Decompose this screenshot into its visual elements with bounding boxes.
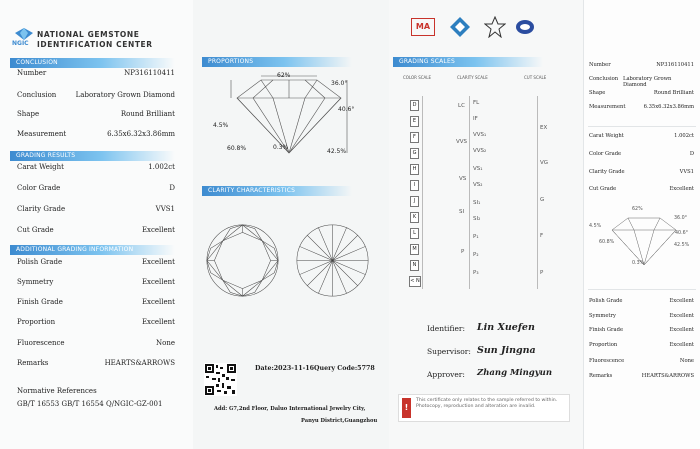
query-code: Query Code:5778 [314,365,375,372]
stub-label: Carat Weight [589,133,624,139]
clarity-grade: P₃ [473,270,479,276]
stub-prop-pavilion-depth: 42.5% [674,243,690,248]
cut-grade: G [540,197,545,203]
row-label: Carat Weight [17,163,64,171]
stub-row [589,313,694,319]
stub-prop-culet: 0.3% [632,261,645,266]
stub-row [589,169,694,175]
stub-row [589,342,694,348]
accreditation-cnas-icon [449,16,471,38]
clarity-scale-line [469,96,470,289]
stub-row [589,151,694,157]
row-value: Excellent [141,258,175,266]
color-scale-line [422,96,423,289]
stub-row [589,358,694,364]
grading-results-header: GRADING RESULTS [10,151,175,161]
approver-signature: Zhang Mingyun [477,368,553,378]
divider [588,289,696,290]
row-value: Excellent [141,298,175,306]
stub-value: Excellent [669,186,694,192]
stub-label: Fluorescence [589,358,625,364]
row-value: Round Brilliant [120,110,175,118]
stub-value: 6.35x6.32x3.86mm [643,104,694,110]
stub-label: Clarity Grade [589,169,625,175]
left-panel [0,0,193,449]
scales-panel [389,0,583,449]
stub-label: Shape [589,90,606,96]
row-value: Excellent [141,226,175,234]
clarity-header: CLARITY CHARACTERISTICS [202,186,352,196]
row-label: Conclusion [17,91,57,99]
stub-value: None [679,358,694,364]
row-label: Finish Grade [17,298,63,306]
cut-grade: F [540,233,544,239]
stub-label: Polish Grade [589,298,623,304]
color-grade: G [410,148,419,159]
color-grade: H [410,164,419,175]
org-name-line2: IDENTIFICATION CENTER [37,40,153,49]
row-value: HEARTS&ARROWS [104,359,175,367]
color-grade: E [410,116,419,127]
clarity-grade: IF [473,116,478,122]
row-symmetry [17,278,175,286]
color-grade: M [410,244,419,255]
row-cut [17,226,175,234]
stub-label: Proportion [589,342,618,348]
org-name-line1: NATIONAL GEMSTONE [37,30,140,39]
stub-row [589,62,694,68]
color-grade: I [410,180,419,191]
row-clarity [17,205,175,213]
cut-scale-line [537,96,538,289]
prop-crown-angle: 36.0° [331,80,348,87]
summary-stub [583,0,700,449]
row-label: Shape [17,110,40,118]
clarity-group: VS [459,176,467,182]
stub-prop-table: 62% [632,207,643,212]
row-label: Symmetry [17,278,54,286]
row-label: Measurement [17,130,67,138]
clarity-scale-head: CLARITY SCALE [457,75,488,80]
row-label: Proportion [17,318,56,326]
stub-label: Symmetry [589,313,616,319]
grading-scales-header: GRADING SCALES [393,57,543,67]
row-conclusion [17,91,175,99]
color-grade: N [410,260,419,271]
accreditation-iso-icon [515,17,535,37]
color-grade: F [410,132,419,143]
warning-icon: ! [402,398,411,418]
row-remarks [17,359,175,367]
clarity-grade: VVS₁ [473,132,487,138]
row-value: None [156,339,175,347]
stub-prop-total-depth: 60.8% [599,240,615,245]
cut-grade: EX [540,125,548,131]
cut-grade: VG [540,160,549,166]
row-polish [17,258,175,266]
row-label: Number [17,69,47,77]
row-value: VVS1 [155,205,175,213]
stub-row [589,104,694,110]
clarity-pavilion-diagram [295,223,370,298]
ngic-logo-icon [15,28,33,40]
clarity-grade: P₁ [473,234,479,240]
row-color [17,184,175,192]
stub-row [589,327,694,333]
stub-value: Excellent [669,298,694,304]
clarity-group: SI [459,209,465,215]
row-label: Color Grade [17,184,61,192]
clarity-grade: P₂ [473,252,479,258]
stub-value: Excellent [669,327,694,333]
prop-pavilion-angle: 40.6° [338,106,355,113]
middle-panel [193,0,389,449]
stub-prop-crown-angle: 36.0° [674,216,688,221]
color-grade: K [410,212,419,223]
row-label: Clarity Grade [17,205,66,213]
conclusion-header: CONCLUSION [10,58,175,68]
stub-value: Round Brilliant [653,90,694,96]
clarity-group: P [461,249,465,255]
color-grade: D [410,100,419,111]
stub-value: Laboratory Grown Diamond [623,76,672,88]
stub-label: Conclusion [589,76,619,82]
stub-label: Number [589,62,611,68]
cut-scale-head: CUT SCALE [524,75,547,80]
stub-row [589,90,694,96]
address-line1: Add: G7,2nd Floor, Daluo International Jewelry City, [214,406,366,412]
prop-table: 62% [277,72,291,79]
clarity-grade: VVS₂ [473,148,487,154]
stub-label: Measurement [589,104,626,110]
stub-value: NP316110411 [656,62,694,68]
stub-label: Color Grade [589,151,622,157]
row-value: 1.002ct [148,163,175,171]
stub-value: 1.002ct [674,133,694,139]
row-number [17,69,175,77]
issue-date: Date:2023-11-16 [255,365,315,372]
supervisor-label: Supervisor: [427,347,471,356]
prop-culet: 0.3% [273,144,289,151]
row-label: Polish Grade [17,258,63,266]
row-label: Fluorescence [17,339,65,347]
stub-prop-pavilion-angle: 40.6° [675,231,689,236]
disclaimer-box [398,394,570,422]
row-carat [17,163,175,171]
stub-row [589,76,694,88]
row-fluorescence [17,339,175,347]
stub-row [589,373,694,379]
stub-label: Finish Grade [589,327,624,333]
cut-grade: P [540,270,544,276]
stub-label: Cut Grade [589,186,617,192]
row-value: Excellent [141,278,175,286]
stub-value: VVS1 [679,169,694,175]
accreditation-ma-icon: MA [411,18,435,36]
row-value: D [169,184,175,192]
row-value: 6.35x6.32x3.86mm [107,130,175,138]
clarity-group: VVS [456,139,468,145]
row-finish [17,298,175,306]
clarity-grade: SI₁ [473,200,481,206]
stub-prop-crown-height: 4.5% [589,224,602,229]
clarity-grade: VS₂ [473,182,483,188]
prop-total-depth: 60.8% [227,145,247,152]
color-grade: L [410,228,419,239]
stub-value: Excellent [669,342,694,348]
row-label: Cut Grade [17,226,54,234]
clarity-grade: FL [473,100,480,106]
additional-header: ADDITIONAL GRADING INFORMATION [10,245,175,255]
normative-value: GB/T 16553 GB/T 16554 Q/NGIC-GZ-001 [17,400,163,408]
proportions-header: PROPORTIONS [202,57,352,67]
qr-code [204,363,237,396]
row-value: Excellent [141,318,175,326]
row-value: NP316110411 [124,69,175,77]
org-short: NGIC [12,40,29,47]
color-scale-head: COLOR SCALE [403,75,432,80]
color-grade: J [410,196,419,207]
identifier-signature: Lin Xuefen [477,322,535,333]
stub-row [589,133,694,139]
row-label: Remarks [17,359,49,367]
stub-value: Excellent [669,313,694,319]
row-proportion [17,318,175,326]
divider [588,126,696,127]
row-value: Laboratory Grown Diamond [75,91,175,99]
clarity-grade: SI₂ [473,216,481,222]
row-measurement [17,130,175,138]
clarity-group: LC [458,103,465,109]
stub-value: D [689,151,694,157]
clarity-crown-diagram [205,223,280,298]
stub-value: HEARTS&ARROWS [641,373,694,379]
stub-row [589,298,694,304]
disclaimer-text: This certificate only relates to the sample referred to within. Photocopy, reproduction and alteration are invalid. [416,398,558,409]
accreditation-cma-icon [484,16,506,38]
stub-row [589,186,694,192]
approver-label: Approver: [427,370,465,379]
prop-crown-height: 4.5% [213,122,229,129]
supervisor-signature: Sun Jingna [477,345,536,356]
normative-title: Normative References [17,387,97,395]
identifier-label: Identifier: [427,324,465,333]
prop-pavilion-depth: 42.5% [327,148,347,155]
color-grade: < N [409,276,421,287]
row-shape [17,110,175,118]
stub-label: Remarks [589,373,613,379]
address-line2: Panyu District,Guangzhou [301,418,378,424]
clarity-grade: VS₁ [473,166,483,172]
